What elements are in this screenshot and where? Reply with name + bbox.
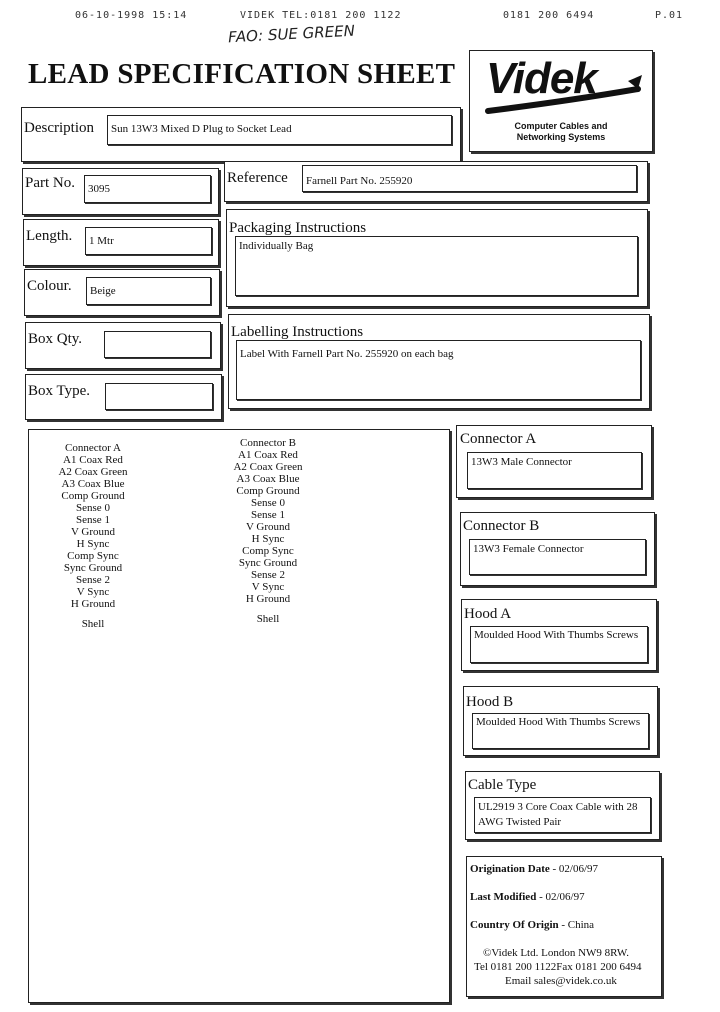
pin-entry: Sync Ground [63,562,123,574]
connector-a-section [456,425,652,498]
length-field: 1 Mtr [85,227,212,255]
country-of-origin [470,919,594,931]
cable-type-field: UL2919 3 Core Coax Cable with 28 AWG Twisted Pair [474,797,651,833]
logo-swoosh-icon [478,55,644,115]
hood-b-field: Moulded Hood With Thumbs Screws [472,713,649,749]
box-qty-field [104,331,211,358]
connector-a-label: Connector A [460,431,537,447]
pin-entry: V Sync [251,581,285,593]
connector-b-pin-list [204,449,332,605]
fax-page: P.01 [655,10,684,21]
pin-entry: H Sync [76,538,110,550]
modified-label: Last Modified [470,891,537,903]
page-title: LEAD SPECIFICATION SHEET [28,58,456,90]
labelling-section [228,314,650,409]
company-phone-fax: Tel 0181 200 1122Fax 0181 200 6494 [474,961,642,973]
hood-a-section [461,599,657,671]
footer-info-box [466,856,662,997]
box-qty-section [25,322,221,369]
cable-type-label: Cable Type [468,777,537,793]
origination-value: - 02/06/97 [549,863,599,875]
description-field: Sun 13W3 Mixed D Plug to Socket Lead [107,115,452,145]
last-modified [470,891,585,903]
cable-type-section [465,771,660,840]
pin-entry: Sense 0 [76,502,110,514]
packaging-field: Individually Bag [235,236,638,296]
colour-label: Colour. [27,278,72,294]
pin-entry: Comp Sync [242,545,294,557]
packaging-label: Packaging Instructions [229,220,367,236]
company-address: ©Videk Ltd. London NW9 8RW. [483,947,630,959]
pin-entry: Sense 2 [251,569,285,581]
hood-a-field: Moulded Hood With Thumbs Screws [470,626,648,663]
logo-wordmark: Videk [486,54,597,103]
box-type-label: Box Type. [28,383,91,399]
videk-logo [478,55,644,115]
reference-section [224,161,648,202]
pin-entry: H Ground [70,598,116,610]
description-section [21,107,461,162]
pin-entry: Comp Sync [67,550,119,562]
connector-a-field: 13W3 Male Connector [467,452,642,489]
colour-section [24,269,220,316]
connector-b-field: 13W3 Female Connector [469,539,646,575]
pin-entry: Comp Ground [61,490,125,502]
connector-b-pinout [204,437,332,625]
hood-a-label: Hood A [464,606,512,622]
connector-b-shell: Shell [256,613,280,625]
reference-label: Reference [227,170,288,186]
part-no-section [22,168,219,215]
pin-entry: Sync Ground [238,557,298,569]
box-type-field [105,383,213,410]
connector-a-pin-list [29,454,157,610]
handwritten-note: FAO: SUE GREEN [227,21,356,47]
length-section [23,219,219,266]
pin-entry: A1 Coax Red [63,454,123,466]
part-no-label: Part No. [25,175,75,191]
connector-b-label: Connector B [463,518,540,534]
origination-date [470,863,598,875]
fax-sender: VIDEK TEL:0181 200 1122 [240,10,402,21]
connector-b-section [460,512,655,586]
logo-tagline-line1: Computer Cables and [514,121,608,131]
country-label: Country Of Origin [470,919,559,931]
country-value: - China [558,919,595,931]
box-qty-label: Box Qty. [28,331,83,347]
box-type-section [25,374,222,420]
origination-label: Origination Date [470,863,550,875]
pin-entry: A1 Coax Red [238,449,298,461]
pin-entry: Sense 0 [251,497,285,509]
hood-b-label: Hood B [466,694,514,710]
pin-entry: A2 Coax Green [233,461,303,473]
logo-tagline-line2: Networking Systems [516,132,606,142]
pin-entry: A3 Coax Blue [61,478,125,490]
labelling-field: Label With Farnell Part No. 255920 on each bag [236,340,641,400]
fax-number: 0181 200 6494 [503,10,595,21]
pin-entry: V Ground [70,526,116,538]
pin-entry: H Sync [251,533,285,545]
modified-value: - 02/06/97 [536,891,585,903]
part-no-field: 3095 [84,175,211,203]
hood-b-section [463,686,658,756]
pin-entry: A3 Coax Blue [236,473,300,485]
connector-a-pinout [29,442,157,630]
pin-entry: V Ground [245,521,291,533]
connector-a-heading: Connector A [65,442,121,454]
packaging-section [226,209,648,307]
pin-entry: V Sync [76,586,110,598]
pin-entry: A2 Coax Green [58,466,128,478]
pin-entry: Comp Ground [236,485,300,497]
logo-box [469,50,653,152]
connector-a-shell: Shell [81,618,105,630]
logo-tagline [470,121,652,143]
fax-datetime: 06-10-1998 15:14 [75,10,188,21]
labelling-label: Labelling Instructions [231,324,364,340]
company-email: Email sales@videk.co.uk [505,975,617,987]
length-label: Length. [26,228,73,244]
pin-entry: Sense 1 [251,509,285,521]
reference-field: Farnell Part No. 255920 [302,165,637,192]
pinout-panel [28,429,450,1003]
pin-entry: Sense 2 [76,574,110,586]
pin-entry: Sense 1 [76,514,110,526]
pin-entry: H Ground [245,593,291,605]
connector-b-heading: Connector B [240,437,296,449]
colour-field: Beige [86,277,211,305]
description-label: Description [24,120,94,136]
